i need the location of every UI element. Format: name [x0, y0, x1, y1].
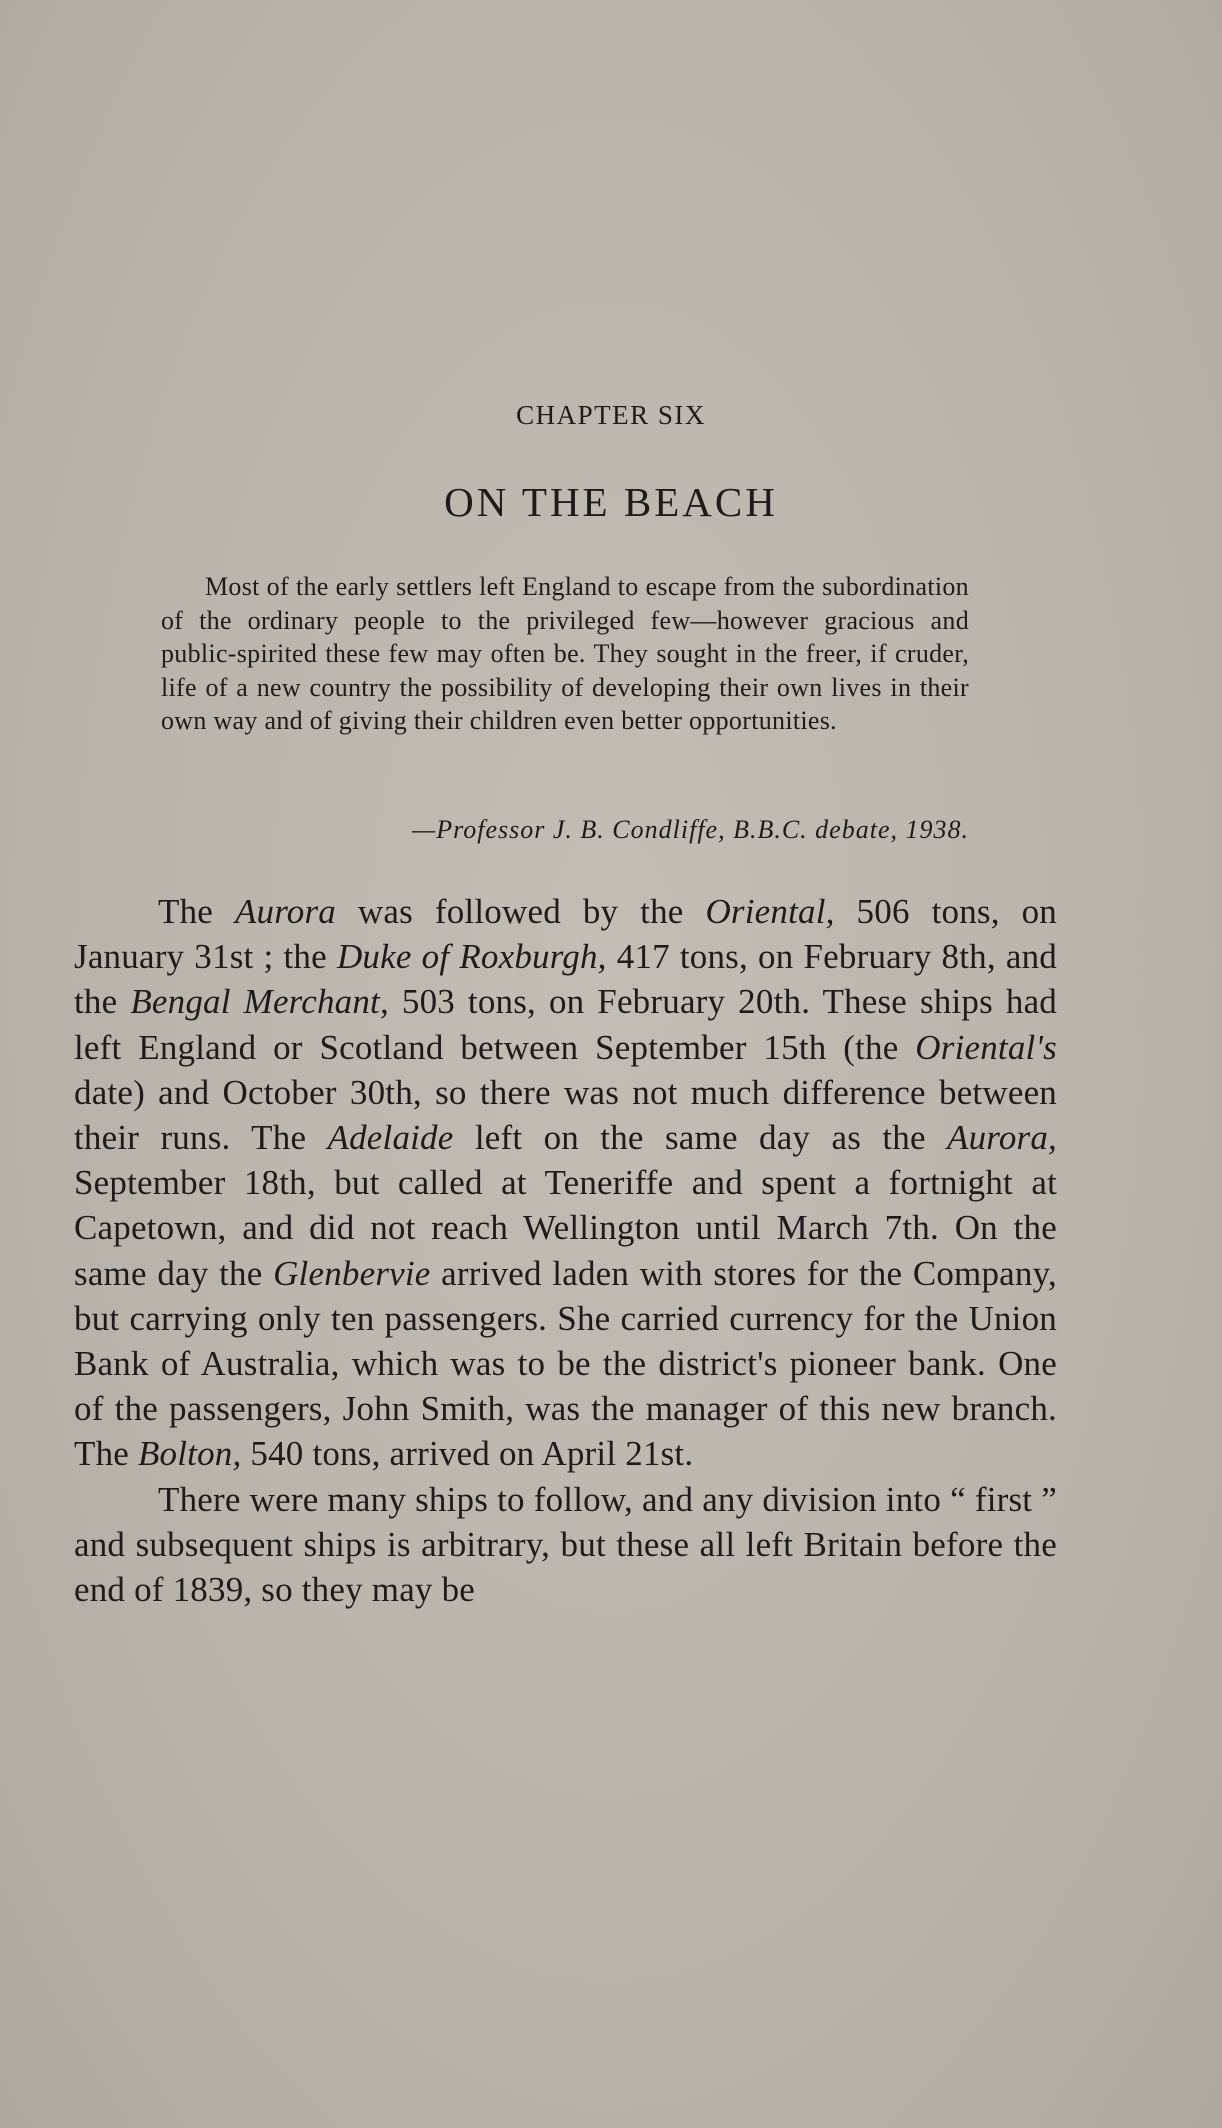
chapter-title: ON THE BEACH [444, 479, 778, 525]
ship-name: Duke of Roxburgh, [336, 937, 607, 977]
ship-name: Oriental, [705, 892, 835, 931]
paragraph-2: There were many ships to follow, and any division into “ first ” and subsequent ships is arbitrary, but these all left Britain before the end of 1839, so they may be [74, 1479, 1057, 1610]
epigraph-attribution: —Professor J. B. Condliffe, B.B.C. debate, 1938. [412, 815, 969, 844]
ship-name: Bengal Merchant, [130, 982, 389, 1022]
paragraph-1: The Aurora was followed by the Oriental, 506 tons, on January 31st ; the Duke of Roxburgh, 417 tons, on February 8th, and the Bengal Merchant, 503 tons, on February 20th. These ships had left England or Scotland between September 15th (the Oriental's date) and October 30th, so there was not much difference between their runs. The Adelaide left on the same day as the Aurora, September 18th, but called at Teneriffe and spent a fortnight at Capetown, and did not reach Wellington until March 7th. On the same day the Glenbervie arrived laden with stores for the Company, but carrying only ten passengers. She carried currency for the Union Bank of Australia, which was to be the district's pioneer bank. One of the passengers, John Smith, was the manager of this new branch. The Bolton, 540 tons, arrived on April 21st. [74, 892, 1058, 1474]
ship-name: Bolton, [137, 1434, 242, 1474]
ship-name: Oriental's [915, 1027, 1057, 1067]
chapter-label: CHAPTER SIX [516, 400, 706, 430]
ship-name: Glenbervie [273, 1253, 431, 1293]
ship-name: Adelaide [327, 1118, 454, 1158]
epigraph-quote: Most of the early settlers left England to escape from the subordination of the ordinary people to the privileged few—however gracious and public-spirited these few may often be. They sought in the freer, if cruder, life of a new country the possibility of developing their own lives in their own way and of giving their children even better opportunities. [161, 572, 969, 736]
ship-name: Aurora, [947, 1118, 1057, 1158]
ship-name: Aurora [234, 892, 336, 931]
body-text [74, 889, 1057, 1612]
